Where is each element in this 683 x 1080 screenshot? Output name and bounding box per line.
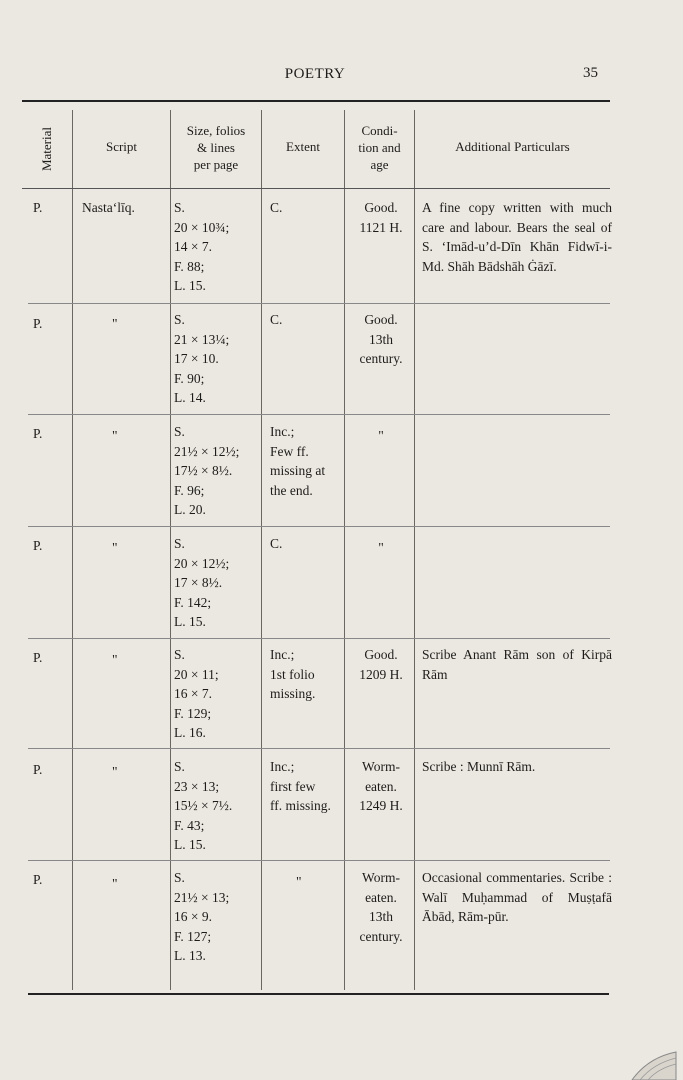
script-cell: ": [112, 540, 118, 555]
row-separator: [28, 414, 610, 415]
extent-cell: C.: [270, 312, 283, 327]
material-cell: P.: [33, 200, 43, 215]
size-cell: S. 23 × 13; 15½ × 7½. F. 43; L. 15.: [174, 759, 233, 853]
column-header-material: Material: [38, 126, 54, 172]
condition-cell: Worm- eaten. 1249 H.: [359, 759, 403, 814]
additional-cell: Scribe Anant Rām son of Kirpā Rām: [422, 647, 612, 682]
condition-cell: Good. 13th century.: [359, 312, 403, 367]
column-header-condition: Condi- tion and age: [358, 123, 401, 172]
extent-cell: Inc.; 1st folio missing.: [270, 647, 316, 702]
script-cell: ": [112, 652, 118, 667]
additional-cell: Occasional commentaries. Scribe : Walī Muḥammad of Muṣṭafā Ābād, Rām-pūr.: [422, 870, 612, 925]
table-top-rule: [22, 100, 610, 102]
running-title: POETRY: [284, 66, 346, 82]
size-cell: S. 21 × 13¼; 17 × 10. F. 90; L. 14.: [174, 312, 230, 406]
size-cell: S. 20 × 10¾; 14 × 7. F. 88; L. 15.: [174, 200, 230, 294]
size-cell: S. 20 × 11; 16 × 7. F. 129; L. 16.: [174, 647, 219, 741]
extent-cell: Inc.; first few ff. missing.: [270, 759, 331, 814]
condition-cell: Good. 1121 H.: [359, 200, 403, 235]
table-bottom-rule: [28, 993, 609, 995]
condition-cell: ": [378, 540, 384, 555]
material-cell: P.: [33, 762, 43, 777]
column-divider: [261, 110, 262, 990]
script-cell: Nasta‘līq.: [82, 200, 135, 215]
condition-cell: Worm- eaten. 13th century.: [359, 870, 403, 944]
row-separator: [28, 860, 610, 861]
page-number: 35: [583, 65, 598, 81]
header-rule: [22, 188, 610, 189]
row-separator: [28, 748, 610, 749]
extent-cell: C.: [270, 536, 283, 551]
extent-cell: ": [296, 874, 302, 889]
condition-cell: ": [378, 428, 384, 443]
additional-cell: Scribe : Munnī Rām.: [422, 759, 536, 774]
column-divider: [414, 110, 415, 990]
material-cell: P.: [33, 872, 43, 887]
column-header-script: Script: [105, 139, 138, 154]
material-cell: P.: [33, 316, 43, 331]
script-cell: ": [112, 876, 118, 891]
extent-cell: C.: [270, 200, 283, 215]
row-separator: [28, 303, 610, 304]
column-divider: [344, 110, 345, 990]
material-cell: P.: [33, 426, 43, 441]
size-cell: S. 20 × 12½; 17 × 8½. F. 142; L. 15.: [174, 536, 230, 630]
row-separator: [28, 638, 610, 639]
column-header-extent: Extent: [286, 139, 320, 154]
column-divider: [72, 110, 73, 990]
size-cell: S. 21½ × 12½; 17½ × 8½. F. 96; L. 20.: [174, 424, 240, 518]
extent-cell: Inc.; Few ff. missing at the end.: [270, 424, 326, 498]
script-cell: ": [112, 428, 118, 443]
script-cell: ": [112, 764, 118, 779]
material-cell: P.: [33, 650, 43, 665]
material-cell: P.: [33, 538, 43, 553]
size-cell: S. 21½ × 13; 16 × 9. F. 127; L. 13.: [174, 870, 230, 964]
additional-cell: A fine copy written with much care and labour. Bears the seal of S. ‘Imād-u’d-Dīn Khān Fidwī-i-Md. Shāh Bādshāh Ġāzī.: [422, 200, 612, 274]
column-header-additional: Additional Particulars: [455, 139, 570, 154]
page-header: [22, 64, 608, 86]
column-header-size: Size, folios & lines per page: [186, 123, 246, 172]
column-divider: [170, 110, 171, 990]
row-separator: [28, 526, 610, 527]
condition-cell: Good. 1209 H.: [359, 647, 403, 682]
script-cell: ": [112, 316, 118, 331]
page-curl-icon: [628, 1040, 678, 1080]
